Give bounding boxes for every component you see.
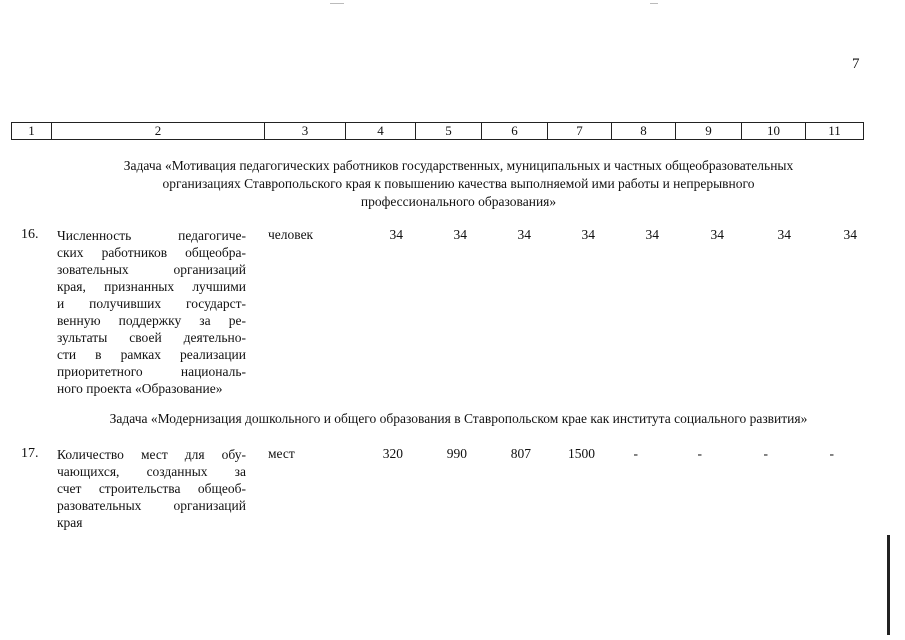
header-col-9: 9 [676,123,742,139]
unit-label: человек [268,227,314,242]
scan-speck [650,3,658,4]
scan-speck [330,3,344,4]
indicator-line: ских работников общеобра- [57,245,246,260]
header-row [11,122,864,140]
header-col-2: 2 [52,123,265,139]
value-cell: 34 [517,227,531,242]
header-col-10: 10 [742,123,806,139]
value-cell: 34 [389,227,403,242]
indicator-line: разовательных организаций [57,498,246,513]
value-cell: 1500 [568,446,595,461]
value-cell: - [763,446,768,461]
row-number: 17. [21,446,39,461]
task-heading-motivation [40,157,877,211]
task-heading-line: Задача «Модернизация дошкольного и общего образования в Ставропольском крае как института социального развития» [109,411,808,426]
scan-edge-mark [887,535,890,635]
row-number: 16. [21,227,39,242]
indicator-line: края [57,515,83,530]
indicator-line: зовательных организаций [57,262,246,277]
value-cell: 34 [581,227,595,242]
task-heading-modernization [40,410,877,428]
indicator-line: Количество мест для обу- [57,447,246,462]
value-cell: 990 [446,446,467,461]
indicator-text [57,446,246,531]
header-col-3: 3 [265,123,346,139]
value-cell: - [697,446,702,461]
value-cell: 34 [843,227,857,242]
value-cell: - [829,446,834,461]
indicator-line: края, признанных лучшими [57,279,246,294]
task-heading-line: организациях Ставропольского края к повышению качества выполняемой ими работы и непрерывного [162,176,755,191]
indicator-line: венную поддержку за ре- [57,313,246,328]
indicator-line: чающихся, созданных за [57,464,246,479]
value-cell: - [633,446,638,461]
indicator-line: зультаты своей деятельно- [57,330,246,345]
task-heading-line: Задача «Мотивация педагогических работников государственных, муниципальных и частных общеобразовательных [123,158,794,173]
value-cell: 34 [777,227,791,242]
value-cell: 320 [382,446,403,461]
value-cell: 34 [645,227,659,242]
unit-label: мест [268,446,295,461]
value-cell: 34 [453,227,467,242]
header-col-1: 1 [12,123,52,139]
indicator-text [57,227,246,397]
indicator-line: ного проекта «Образование» [57,381,223,396]
header-col-5: 5 [416,123,482,139]
indicator-line: счет строительства общеоб- [57,481,246,496]
header-col-4: 4 [346,123,416,139]
value-cell: 34 [710,227,724,242]
header-col-7: 7 [548,123,612,139]
header-col-11: 11 [828,123,841,138]
page-number: 7 [852,56,860,72]
indicator-line: приоритетного националь- [57,364,246,379]
indicator-line: и получивших государст- [57,296,246,311]
task-heading-line: профессионального образования» [360,194,557,209]
header-col-6: 6 [482,123,548,139]
value-cell: 807 [510,446,531,461]
indicator-line: сти в рамках реализации [57,347,246,362]
header-col-8: 8 [612,123,676,139]
indicator-line: Численность педагогиче- [57,228,246,243]
